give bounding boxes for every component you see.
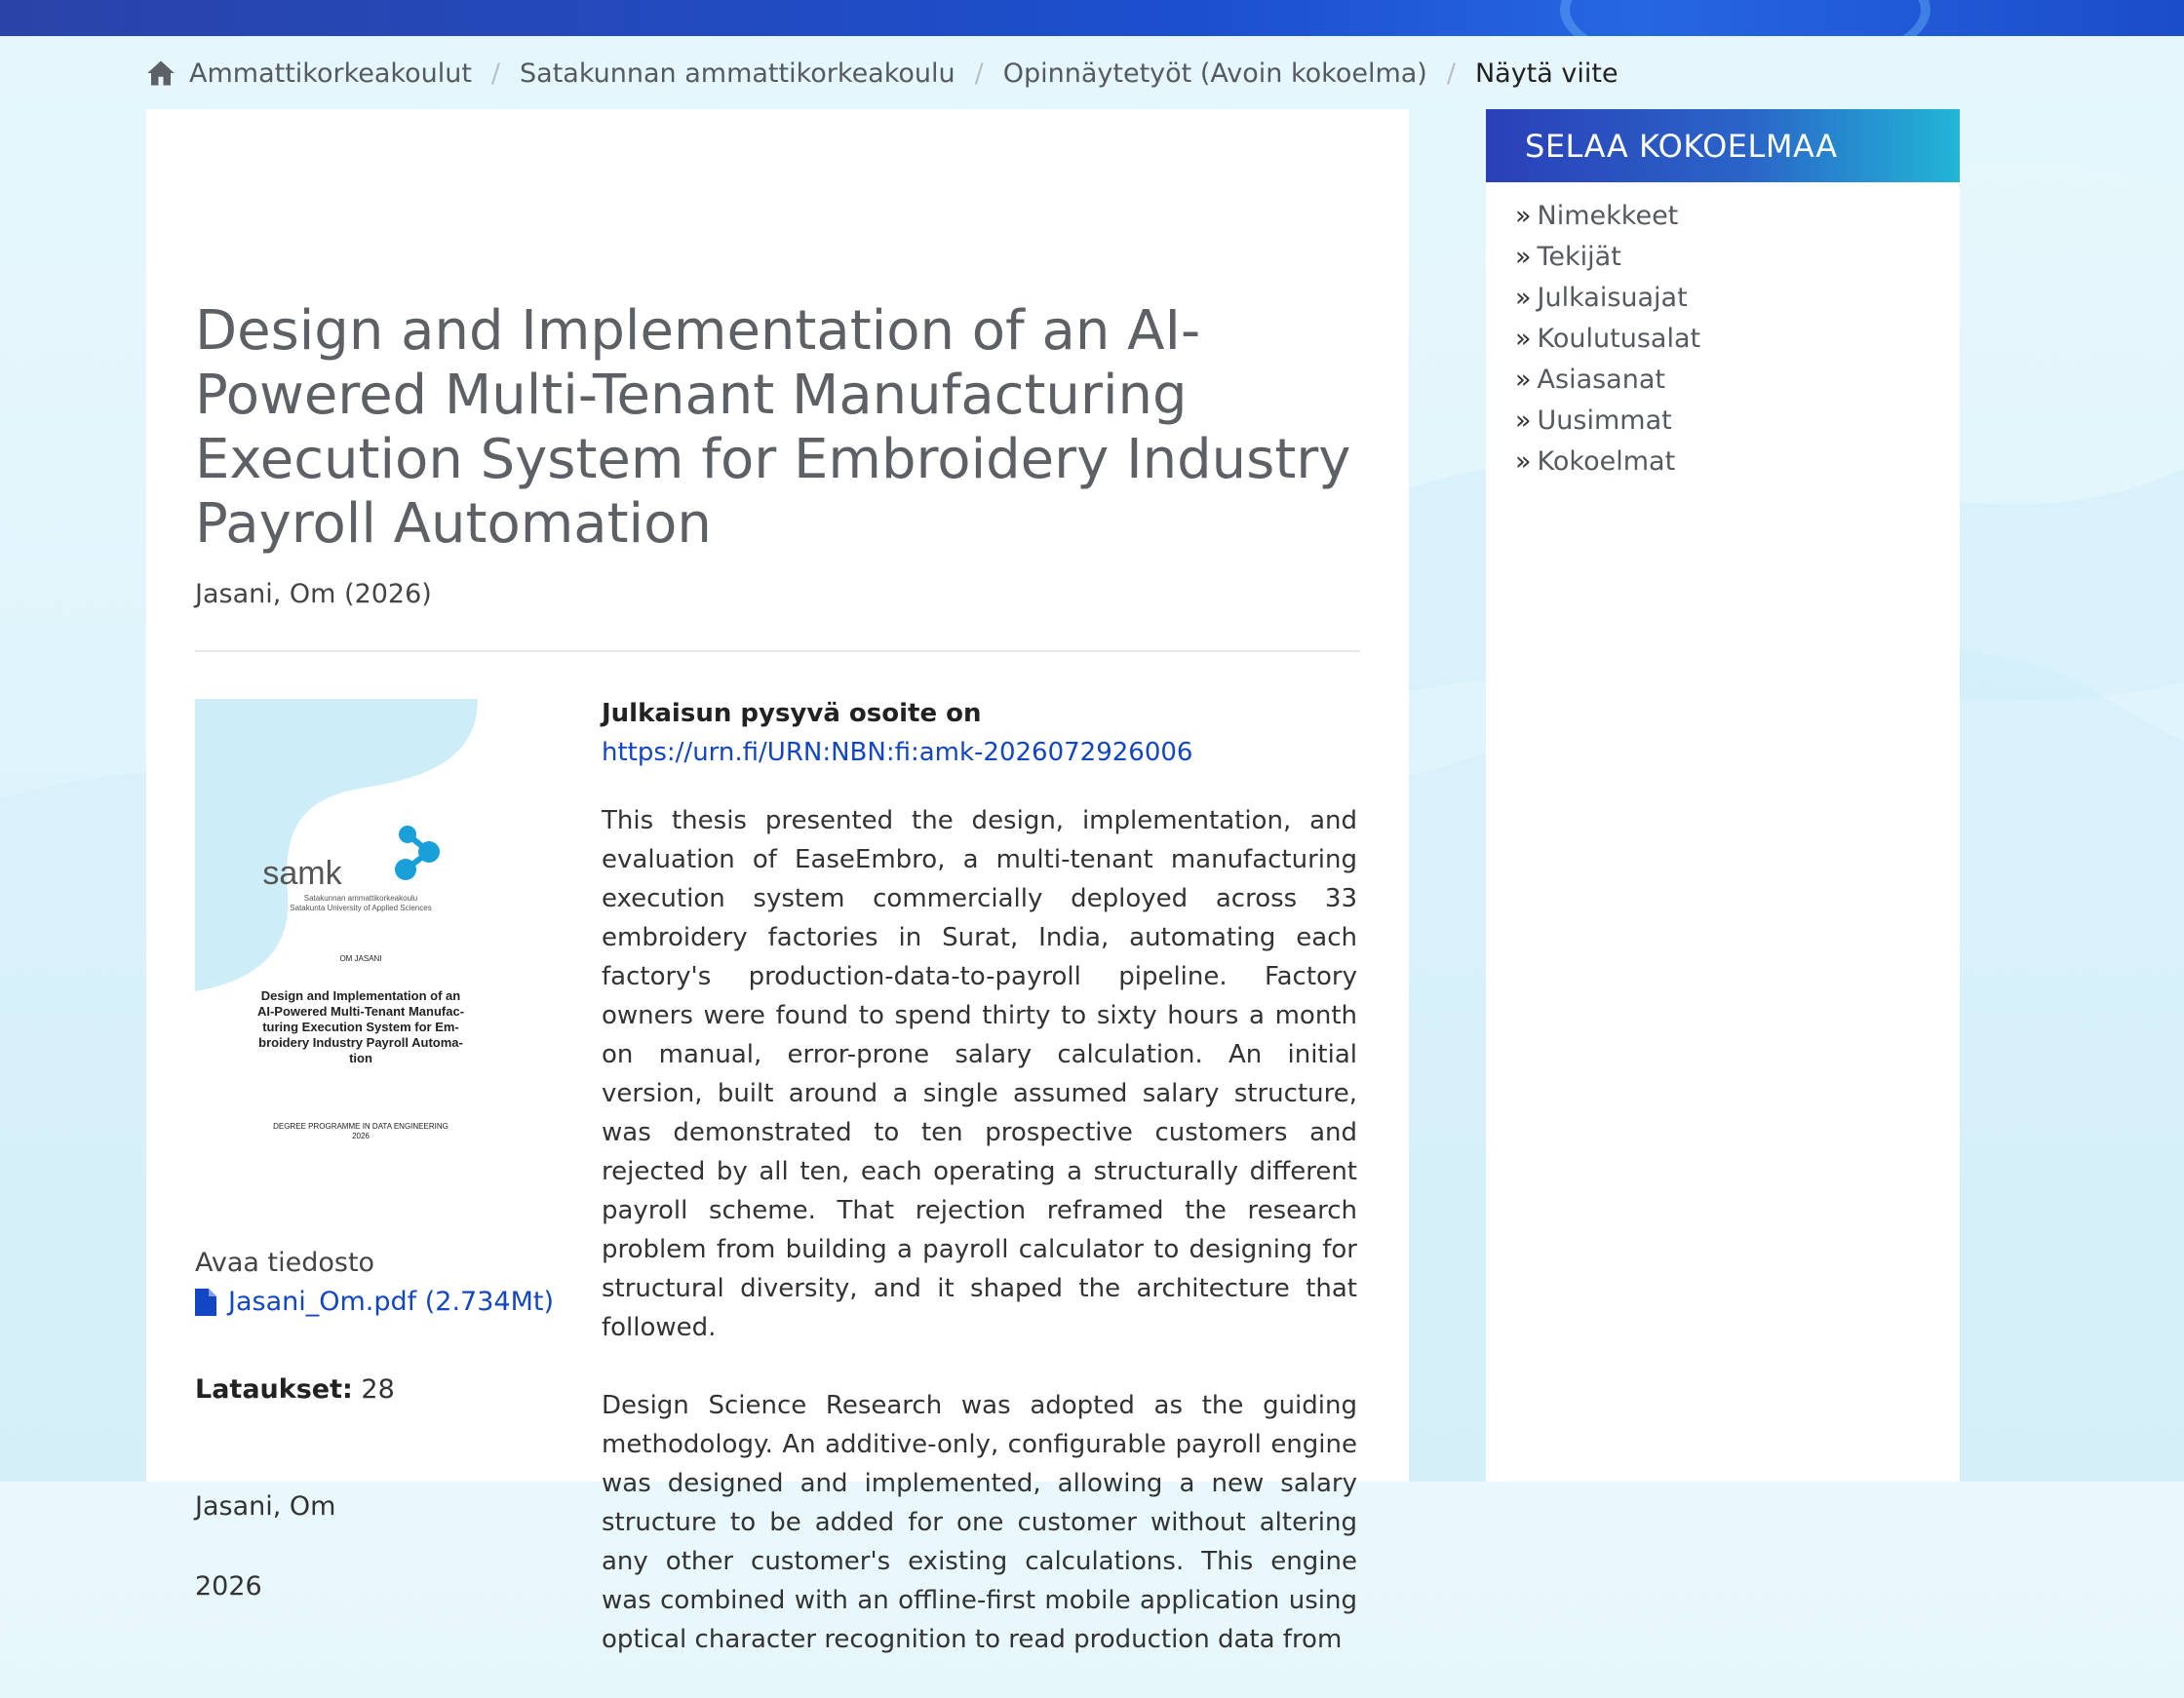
browse-item-koulutusalat[interactable] (1515, 319, 1960, 360)
bullet: » (1515, 201, 1532, 231)
breadcrumb-link-ammattikorkeakoulut[interactable]: Ammattikorkeakoulut (189, 58, 472, 89)
browse-item-asiasanat[interactable] (1515, 360, 1960, 401)
bullet: » (1515, 405, 1532, 436)
thumbnail-institution-fi: Satakunnan ammattikorkeakoulu (303, 894, 418, 903)
breadcrumb (146, 54, 1618, 93)
thumbnail-year: 2026 (352, 1132, 370, 1140)
thumbnail-institution-en: Satakunta University of Applied Sciences (290, 904, 432, 912)
thumbnail-title-line: Design and Implementation of an (260, 988, 461, 1003)
bullet: » (1515, 242, 1532, 272)
breadcrumb-separator: / (974, 58, 984, 89)
abstract-paragraph: This thesis presented the design, implementation, and evaluation of EaseEmbro, a multi-tenant manufacturing execution system commercially deployed across 33 embroidery factories in Surat, India, automating each factory's production-data-to-payroll pipeline. Factory owners were found to spend thirty to sixty hours a month on manual, error-prone salary calculation. An initial version, built around a single assumed salary structure, was demonstrated to ten prospective customers and rejected by all ten, each operating a structurally different payroll scheme. That rejection reframed the research problem from building a payroll calculator to designing for structural diversity, and it shaped the architecture that followed. (602, 806, 1357, 1342)
breadcrumb-link-samk[interactable]: Satakunnan ammattikorkeakoulu (520, 58, 956, 89)
top-header-bar (0, 0, 2184, 36)
pdf-download-link[interactable] (195, 1287, 554, 1317)
thumbnail-title-line: turing Execution System for Em- (262, 1020, 459, 1034)
abstract (602, 801, 1357, 1659)
browse-item-uusimmat[interactable] (1515, 401, 1960, 442)
bullet: » (1515, 283, 1532, 313)
thumbnail-logo-text: samk (262, 855, 342, 892)
browse-label[interactable]: Koulutusalat (1537, 324, 1701, 354)
browse-item-kokoelmat[interactable] (1515, 442, 1960, 482)
browse-sidebar (1486, 109, 1960, 1482)
bullet: » (1515, 446, 1532, 477)
thumbnail-title-line: broidery Industry Payroll Automa- (258, 1035, 463, 1050)
home-icon[interactable] (146, 58, 176, 88)
urn-link[interactable]: https://urn.fi/URN:NBN:fi:amk-2026072926006 (602, 738, 1193, 767)
browse-label[interactable]: Asiasanat (1537, 365, 1665, 395)
browse-label[interactable]: Kokoelmat (1537, 446, 1676, 477)
thumbnail-title-line: AI-Powered Multi-Tenant Manufac- (256, 1004, 465, 1019)
browse-label[interactable]: Julkaisuajat (1537, 283, 1688, 313)
browse-item-tekijat[interactable] (1515, 237, 1960, 278)
thumbnail-shape (195, 699, 526, 1142)
file-icon (195, 1289, 216, 1316)
breadcrumb-link-opinnaytetyot[interactable]: Opinnäytetyöt (Avoin kokoelma) (1002, 58, 1427, 89)
item-title: Design and Implementation of an AI-Powered Multi-Tenant Manufacturing Execution System for Embroidery Industry Payroll Automation (195, 299, 1351, 556)
browse-label[interactable]: Tekijät (1537, 242, 1621, 272)
downloads-label: Lataukset: (195, 1374, 353, 1405)
open-file-label: Avaa tiedosto (195, 1248, 375, 1278)
browse-label[interactable]: Nimekkeet (1537, 201, 1679, 231)
divider (195, 650, 1360, 652)
thumbnail-author: OM JASANI (339, 954, 382, 963)
pdf-thumbnail[interactable] (195, 699, 526, 1142)
downloads-count (195, 1374, 395, 1405)
browse-item-julkaisuajat[interactable] (1515, 278, 1960, 319)
browse-list (1486, 182, 1960, 482)
downloads-value: 28 (361, 1374, 395, 1405)
browse-item-nimekkeet[interactable] (1515, 196, 1960, 237)
thumbnail-title-line: tion (349, 1051, 372, 1065)
abstract-paragraph: Design Science Research was adopted as the guiding methodology. An additive-only, configurable payroll engine was designed and implemented, allowing a new salary structure to be added for one customer without altering any other customer's existing calculations. This engine was combined with an offline-first mobile application using optical character recognition to read production data from (602, 1391, 1357, 1654)
bullet: » (1515, 365, 1532, 395)
breadcrumb-separator: / (1446, 58, 1456, 89)
browse-label[interactable]: Uusimmat (1537, 405, 1672, 436)
urn-heading: Julkaisun pysyvä osoite on (602, 699, 982, 728)
breadcrumb-current: Näytä viite (1474, 58, 1618, 89)
item-view-panel (146, 109, 1409, 1654)
pdf-download-label[interactable]: Jasani_Om.pdf (2.734Mt) (228, 1287, 554, 1317)
header-decoration (1560, 0, 1930, 36)
sidebar-header: SELAA KOKOELMAA (1486, 109, 1960, 182)
item-details (602, 694, 1357, 1698)
item-author-year: Jasani, Om (2026) (195, 579, 432, 609)
thumbnail-programme: DEGREE PROGRAMME IN DATA ENGINEERING (273, 1122, 448, 1131)
author-value: Jasani, Om (195, 1491, 336, 1522)
breadcrumb-separator: / (490, 58, 501, 89)
bullet: » (1515, 324, 1532, 354)
year-value: 2026 (195, 1571, 262, 1602)
